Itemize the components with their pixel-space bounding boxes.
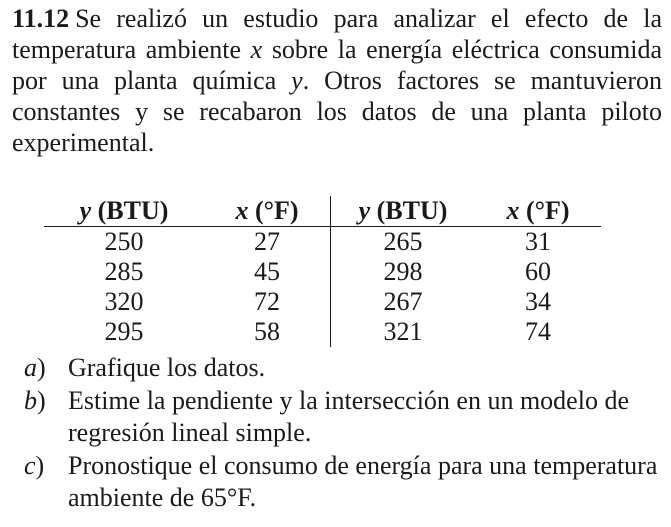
table-cell: 320 xyxy=(104,287,144,316)
part-label: a) xyxy=(24,353,46,382)
table-row xyxy=(44,317,601,347)
part-text: Estime la pendiente y la intersección en un modelo de regresión lineal simple. xyxy=(68,386,629,447)
table-row xyxy=(44,227,601,258)
table-cell: 265 xyxy=(331,227,476,258)
variable-x: x xyxy=(250,35,263,64)
table-cell: 321 xyxy=(331,317,476,347)
part-text: Pronostique el consumo de energía para una temperatura ambiente de 65°F. xyxy=(68,451,658,512)
table-cell: 45 xyxy=(254,257,280,286)
part-c xyxy=(24,450,664,514)
question-parts xyxy=(24,352,664,515)
table-cell: 295 xyxy=(104,317,144,346)
statement-part-2: sobre la energía eléctrica consumida por una planta química xyxy=(12,35,663,95)
table-cell: 60 xyxy=(525,257,551,286)
table-cell: 58 xyxy=(254,317,280,346)
part-label: c) xyxy=(24,451,45,480)
table-cell: 250 xyxy=(104,227,144,256)
table-cell: 298 xyxy=(331,257,476,287)
table-row xyxy=(44,257,601,287)
problem-statement xyxy=(12,3,662,158)
problem-paragraph xyxy=(12,3,662,158)
table-cell: 285 xyxy=(104,257,144,286)
data-table xyxy=(44,196,601,347)
header-y-right: y (BTU) xyxy=(331,196,476,227)
statement-part-1: Se realizó un estudio para analizar el efecto de la temperatura ambiente xyxy=(12,4,662,64)
table-row xyxy=(44,287,601,317)
problem-number: 11.12 xyxy=(12,4,70,33)
part-text: Grafique los datos. xyxy=(68,353,266,382)
header-x-right: x (°F) xyxy=(475,196,601,227)
part-b xyxy=(24,385,664,449)
part-a xyxy=(24,352,664,384)
header-y-left: y (BTU) xyxy=(44,196,204,227)
table-cell: 27 xyxy=(254,227,280,256)
header-x-left: x (°F) xyxy=(204,196,331,227)
variable-y: y xyxy=(291,66,303,95)
table-cell: 267 xyxy=(331,287,476,317)
statement-part-3: . Otros factores se mantuvieron constantes y se recabaron los datos de una planta piloto experimental. xyxy=(12,66,662,157)
table-cell: 72 xyxy=(254,287,280,316)
table-header-row xyxy=(44,196,601,227)
part-label: b) xyxy=(24,386,46,415)
table-cell: 74 xyxy=(525,317,551,346)
table-cell: 31 xyxy=(525,227,551,256)
table-cell: 34 xyxy=(525,287,551,316)
